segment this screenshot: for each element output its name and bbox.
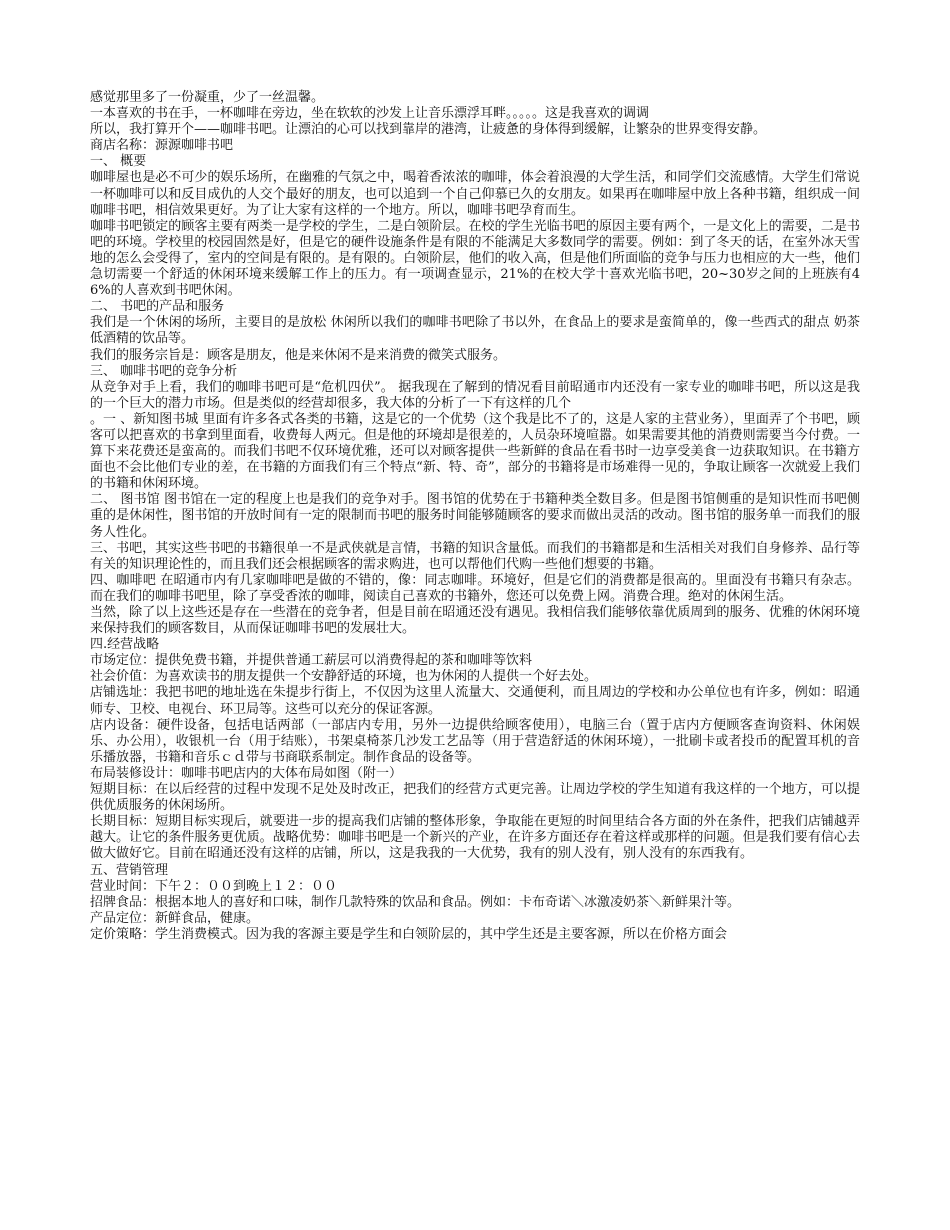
paragraph: 店内设备：硬件设备，包括电话两部（一部店内专用，另外一边提供给顾客使用），电脑三台（置于店内方便顾客查询资料、休闲娱乐、办公用），收银机一台（用于结账），书架桌椅茶几沙发工艺品等（用于营造舒适的休闲环境），一批刷卡或者投币的配置耳机的音乐播放器，书籍和音乐ｃｄ带与书商联系制定。制作食品的设备等。 [90,717,860,765]
paragraph: 从竞争对手上看，我们的咖啡书吧可是“危机四伏”。 据我现在了解到的情况看目前昭通市内还没有一家专业的咖啡书吧，所以这是我的一个巨大的潜力市场。但是类似的经营却很多，我大体的分析了一下有这样的几个 [90,379,860,411]
shop-name: 商店名称：源源咖啡书吧 [90,138,234,154]
paragraph: 所以，我打算开个——咖啡书吧。让漂泊的心可以找到靠岸的港湾，让疲惫的身体得到缓解，让繁杂的世界变得安静。 [90,122,767,138]
paragraph: 感觉那里多了一份凝重，少了一丝温馨。 [90,90,325,105]
paragraph: 社会价值：为喜欢读书的朋友提供一个安静舒适的环境，也为休闲的人提供一个好去处。 [90,669,598,685]
paragraph: 长期目标：短期目标实现后，就要进一步的提高我们店铺的整体形象，争取能在更短的时间里结合各方面的外在条件，把我们店铺越弄越大。让它的条件服务更优质。战略优势：咖啡书吧是一个新兴的产业，在许多方面还存在着这样或那样的问题。但是我们要有信心去做大做好它。目前在昭通还没有这样的店铺，所以，这是我我的一大优势，我有的别人没有，别人没有的东西我有。 [90,814,860,862]
paragraph: 一本喜欢的书在手，一杯咖啡在旁边，坐在软软的沙发上让音乐漂浮耳畔。。。。。这是我喜欢的调调 [90,106,650,122]
paragraph: 咖啡书吧锁定的顾客主要有两类一是学校的学生，二是白领阶层。在校的学生光临书吧的原因主要有两个，一是文化上的需要，二是书吧的环境。学校里的校园固然是好，但是它的硬件设施条件是有限的不能满足大多数同学的需要。例如：到了冬天的话，在室外冰天雪地的怎么会受得了，室内的空间是有限的。是有限的。白领阶层，他们的收入高，但是他们所面临的竞争与压力也相应的大一些，他们急切需要一个舒适的休闲环境来缓解工作上的压力。有一项调查显示，21%的在校大学十喜欢光临书吧，20~30岁之间的上班族有46%的人喜欢到书吧休闲。 [90,218,860,299]
section-heading: 三、 咖啡书吧的竞争分析 [90,363,238,379]
paragraph: 二、 图书馆 图书馆在一定的程度上也是我们的竞争对手。图书馆的优势在于书籍种类全数目多。但是图书馆侧重的是知识性而书吧侧重的是休闲性，图书馆的开放时间有一定的限制而书吧的服务时间能够随顾客的要求而做出灵活的改动。图书馆的服务单一而我们的服务人性化。 [90,492,860,540]
paragraph: 短期目标：在以后经营的过程中发现不足处及时改正，把我们的经营方式更完善。让周边学校的学生知道有我这样的一个地方，可以提供优质服务的休闲场所。 [90,782,860,814]
paragraph: 四、咖啡吧 在昭通市内有几家咖啡吧是做的不错的，像：同志咖啡。环境好，但是它们的消费都是很高的。里面没有书籍只有杂志。而在我们的咖啡书吧里，除了享受香浓的咖啡，阅读自己喜欢的书籍外，您还可以免费上网。消费合理。绝对的休闲生活。 [90,572,860,604]
paragraph: 咖啡屋也是必不可少的娱乐场所，在幽雅的气氛之中，喝着香浓浓的咖啡，体会着浪漫的大学生活，和同学们交流感情。大学生们常说一杯咖啡可以和反目成仇的人交个最好的朋友，也可以追到一个自己仰慕已久的女朋友。如果再在咖啡屋中放上各种书籍，组织成一间咖啡书吧，相信效果更好。为了让大家有这样的一个地方。所以，咖啡书吧孕育而生。 [90,170,860,218]
paragraph: 当然，除了以上这些还是存在一些潜在的竞争者，但是目前在昭通还没有遇见。我相信我们能够依靠优质周到的服务、优雅的休闲环境来保持我们的顾客数目，从而保证咖啡书吧的发展壮大。 [90,605,860,637]
paragraph: 产品定位：新鲜食品，健康。 [90,910,260,926]
section-heading: 一、 概要 [90,154,147,170]
paragraph: 营业时间：下午２：００到晚上１２：００ [90,878,338,894]
paragraph: 招牌食品：根据本地人的喜好和口味，制作几款特殊的饮品和食品。例如：卡布奇诺＼冰激凌奶茶＼新鲜果汁等。 [90,894,741,910]
paragraph: 布局装修设计：咖啡书吧店内的大体布局如图（附一） [90,765,403,781]
paragraph: 三、书吧，其实这些书吧的书籍很单一不是武侠就是言情，书籍的知识含量低。而我们的书籍都是和生活相关对我们自身修养、品行等有关的知识理论性的，而且我们还会根据顾客的需求购进，也可以帮他们代购一些他们想要的书籍。 [90,540,860,572]
section-heading: 五、营销管理 [90,862,169,878]
paragraph: 我们的服务宗旨是：顾客是朋友，他是来休闲不是来消费的微笑式服务。 [90,347,507,363]
paragraph: 。一 、新知图书城 里面有许多各式各类的书籍，这是它的一个优势（这个我是比不了的，这是人家的主营业务），里面弄了个书吧，顾客可以把喜欢的书拿到里面看，收费每人两元。但是他的环境却是很差的，人员杂环境喧嚣。如果需要其他的消费则需要当今付费。一算下来花费还是蛮高的。而我们书吧不仅环境优雅，还可以对顾客提供一些新鲜的食品在看书时一边享受美食一边获取知识。在书籍方面也不会比他们专业的差，在书籍的方面我们有三个特点“新、特、奇”，部分的书籍将是市场难得一见的，争取让顾客一次就爱上我们的书籍和休闲环境。 [90,411,860,492]
section-heading: 二、 书吧的产品和服务 [90,299,225,315]
section-heading: 四.经营战略 [90,637,160,653]
paragraph: 店铺选址：我把书吧的地址选在朱提步行街上，不仅因为这里人流量大、交通便利，而且周边的学校和办公单位也有许多，例如：昭通师专、卫校、电视台、环卫局等。这些可以充分的保证客源。 [90,685,860,717]
paragraph: 定价策略：学生消费模式。因为我的客源主要是学生和白领阶层的，其中学生还是主要客源，所以在价格方面会 [90,926,728,942]
paragraph: 市场定位：提供免费书籍，并提供普通工薪层可以消费得起的茶和咖啡等饮料 [90,653,533,669]
paragraph: 我们是一个休闲的场所，主要目的是放松 休闲所以我们的咖啡书吧除了书以外，在食品上的要求是蛮简单的，像一些西式的甜点 奶茶 低酒精的饮品等。 [90,315,860,347]
